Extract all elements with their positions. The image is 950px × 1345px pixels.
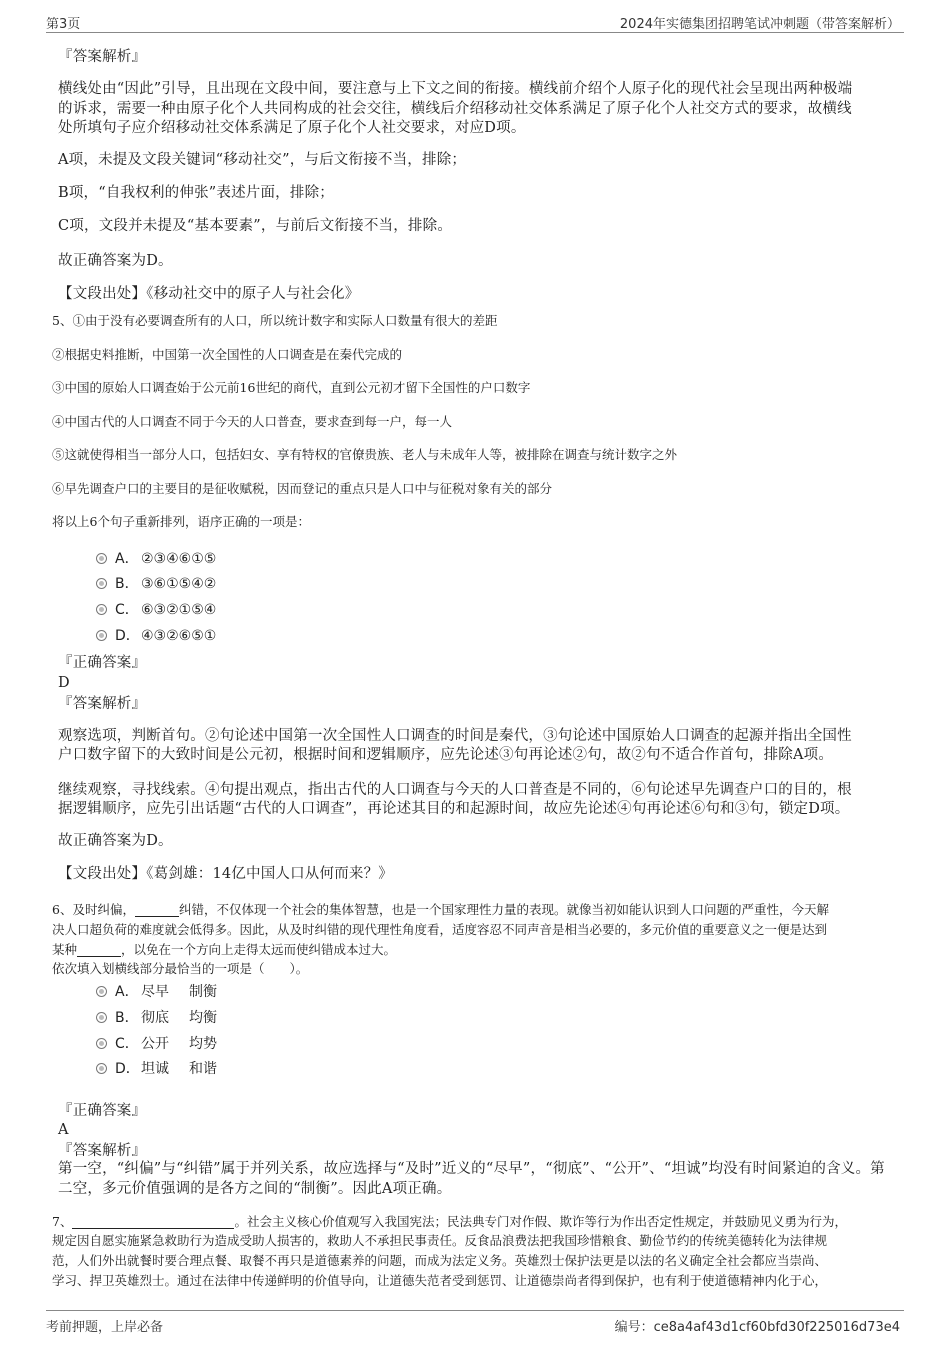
q6-analysis-line: 第一空，“纠偏”与“纠错”属于并列关系，故应选择与“及时”近义的“尽早”，“彻底”、“公开”、“坦诚”均没有时间紧迫的含义。第 [58, 1161, 885, 1177]
q4-analysis-line: 的诉求，需要一种由原子化个人共同构成的社会交往，横线后介绍移动社交体系满足了原子化个人社交方式的要求，故横线 [58, 101, 852, 117]
radio-icon[interactable] [96, 630, 107, 641]
q7-stem-line-1: 7、 。社会主义核心价值观写入我国宪法；民法典专门对作假、欺诈等行为作出否定性规定，并鼓励见义勇为行为， [52, 1214, 847, 1229]
document-id: 编号：ce8a4af43d1cf60bfd30f225016d73e4 [614, 1320, 900, 1335]
q6-stem-line-1: 6、及时纠偏， 纠错，不仅体现一个社会的集体智慧，也是一个国家理性力量的表现。就像当初如能认识到人口问题的严重性，今天解 [52, 902, 829, 917]
q6-prompt: 依次填入划横线部分最恰当的一项是（ ）。 [52, 961, 309, 976]
footer-slogan: 考前押题，上岸必备 [46, 1320, 164, 1335]
q7-stem-line-2: 规定因自愿实施紧急救助行为造成受助人损害的，救助人不承担民事责任。反食品浪费法把我国珍惜粮食、勤俭节约的传统美德转化为法律规 [52, 1233, 828, 1248]
radio-icon[interactable] [96, 986, 107, 997]
q6-analysis-line: 二空，多元价值强调的是各方之间的“制衡”。因此A项正确。 [58, 1181, 452, 1197]
q5-sentence-5: ⑤这就使得相当一部分人口，包括妇女、享有特权的官僚贵族、老人与未成年人等，被排除在调查与统计数字之外 [52, 447, 678, 462]
fill-blank [77, 942, 121, 957]
q5-sentence-6: ⑥早先调查户口的主要目的是征收赋税，因而登记的重点只是人口中与征税对象有关的部分 [52, 481, 553, 496]
radio-icon[interactable] [96, 553, 107, 564]
q6-answer: A [58, 1122, 69, 1138]
q5-analysis-line: 继续观察，寻找线索。④句提出观点，指出古代的人口调查与今天的人口普查是不同的，⑥句论述早先调查户口的目的，根 [58, 782, 852, 798]
q5-analysis-line: 观察选项，判断首句。②句论述中国第一次全国性人口调查的时间是秦代，③句论述中国原始人口调查的起源并指出全国性 [58, 728, 852, 744]
q5-sentence-2: ②根据史料推断，中国第一次全国性的人口调查是在秦代完成的 [52, 347, 403, 362]
q5-analysis-line: 据逻辑顺序，应先引出话题“古代的人口调查”，再论述其目的和起源时间，故应先论述④句再论述⑥句和③句，锁定D项。 [58, 801, 850, 817]
radio-icon[interactable] [96, 604, 107, 615]
page-footer [46, 1310, 904, 1335]
q5-answer-heading: 『正确答案』 [58, 655, 147, 671]
q6-stem-line-2: 决人口超负荷的难度就会低得多。因此，从及时纠错的现代理性角度看，适度容忍不同声音是相当必要的，多元价值的重要意义之一便是达到 [52, 922, 828, 937]
page-header [46, 10, 904, 33]
q6-option-d[interactable]: D．坦诚 和谐 [96, 1059, 217, 1079]
q5-sentence-3: ③中国的原始人口调查始于公元前16世纪的商代，直到公元初才留下全国性的户口数字 [52, 380, 531, 395]
page-number: 第3页 [46, 17, 81, 32]
radio-icon[interactable] [96, 1038, 107, 1049]
q5-analysis-heading: 『答案解析』 [58, 696, 147, 712]
q4-analysis-line: 处所填句子应介绍移动社交体系满足了原子化个人社交要求，对应D项。 [58, 120, 526, 136]
q4-analysis-c: C项，文段并未提及“基本要素”，与前后文衔接不当，排除。 [58, 218, 453, 234]
q6-option-a[interactable]: A． 尽早 制衡 [96, 982, 217, 1002]
q7-stem-line-3: 范，人们外出就餐时要合理点餐、取餐不再只是道德素养的问题，而成为法定义务。英雄烈士保护法更是以法的名义确定全社会都应当崇尚、 [52, 1253, 828, 1268]
q5-source: 【文段出处】《葛剑雄：14亿中国人口从何而来？》 [58, 866, 393, 882]
q6-option-c[interactable]: C． 公开 均势 [96, 1034, 217, 1054]
q5-sentence-4: ④中国古代的人口调查不同于今天的人口普查，要求查到每一户，每一人 [52, 414, 453, 429]
q5-final-answer: 故正确答案为D。 [58, 833, 173, 849]
q6-answer-heading: 『正确答案』 [58, 1103, 147, 1119]
document-title: 2024年实德集团招聘笔试冲刺题（带答案解析） [619, 17, 900, 32]
q6-analysis-heading: 『答案解析』 [58, 1143, 147, 1159]
q6-option-b[interactable]: B． 彻底 均衡 [96, 1008, 217, 1028]
q5-option-c[interactable]: C． ⑥③②①⑤④ [96, 600, 216, 620]
q7-stem-line-4: 学习、捍卫英雄烈士。通过在法律中传递鲜明的价值导向，让道德失范者受到惩罚、让道德崇尚者得到保护，也有利于使道德精神内化于心， [52, 1273, 828, 1288]
fill-blank [72, 1214, 234, 1229]
q4-analysis-b: B项，“自我权利的伸张”表述片面，排除； [58, 185, 334, 201]
q5-option-a[interactable]: A． ②③④⑥①⑤ [96, 549, 216, 569]
q5-sentence-1: 5、①由于没有必要调查所有的人口，所以统计数字和实际人口数量有很大的差距 [52, 313, 498, 328]
fill-blank [135, 902, 179, 917]
q4-source: 【文段出处】《移动社交中的原子人与社会化》 [58, 286, 360, 302]
q4-analysis-heading: 『答案解析』 [58, 49, 147, 65]
radio-icon[interactable] [96, 1012, 107, 1023]
q5-option-d[interactable]: D．④③②⑥⑤① [96, 626, 216, 646]
q5-answer: D [58, 675, 70, 691]
radio-icon[interactable] [96, 578, 107, 589]
q4-analysis-line: 横线处由“因此”引导，且出现在文段中间，要注意与上下文之间的衔接。横线前介绍个人原子化的现代社会呈现出两种极端 [58, 81, 853, 97]
q5-prompt: 将以上6个句子重新排列，语序正确的一项是： [52, 514, 310, 529]
q6-stem-line-3: 某种 ，以免在一个方向上走得太远而使纠错成本过大。 [52, 942, 397, 957]
q5-analysis-line: 户口数字留下的大致时间是公元初，根据时间和逻辑顺序，应先论述③句再论述②句，故②句不适合作首句，排除A项。 [58, 747, 834, 763]
q5-option-b[interactable]: B． ③⑥①⑤④② [96, 574, 216, 594]
radio-icon[interactable] [96, 1063, 107, 1074]
q4-final-answer: 故正确答案为D。 [58, 253, 173, 269]
q4-analysis-a: A项，未提及文段关键词“移动社交”，与后文衔接不当，排除； [58, 152, 467, 168]
